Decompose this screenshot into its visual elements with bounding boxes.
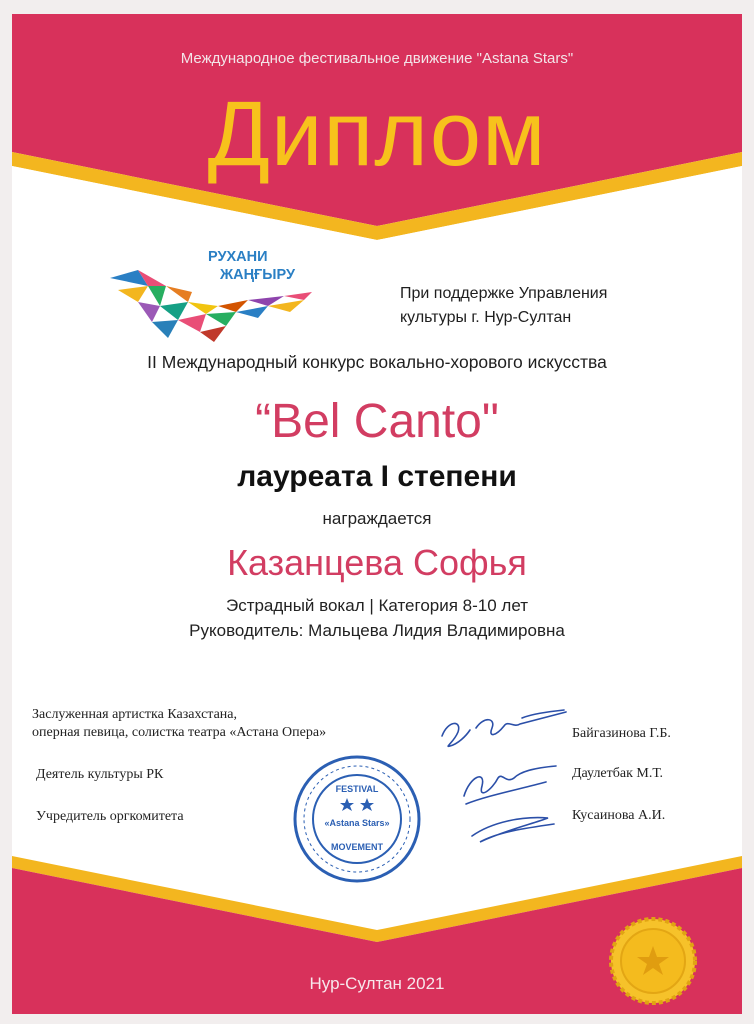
diploma-sheet: [12, 14, 742, 1014]
seal-bottom-text: MOVEMENT: [330, 842, 384, 852]
signatory-role-1-line1: Заслуженная артистка Казахстана,: [32, 707, 237, 722]
support-line2: культуры г. Нур-Султан: [400, 309, 572, 326]
signatory-name-3: Кусаинова А.И.: [572, 808, 666, 823]
awarded-text: награждается: [322, 509, 432, 528]
seal-center-text: «Astana Stars»: [324, 818, 390, 828]
city-year-text: Нур-Султан 2021: [309, 974, 445, 993]
award-degree: лауреата I степени: [237, 460, 517, 493]
logo-text-line1: РУХАНИ: [208, 249, 268, 265]
contest-title: “Bel Canto": [255, 395, 499, 448]
contest-name: II Международный конкурс вокально-хорового искусства: [147, 352, 607, 372]
category-text: Эстрадный вокал | Категория 8-10 лет: [225, 596, 529, 615]
signatory-role-1: [32, 706, 326, 742]
signatory-role-1-line2: оперная певица, солистка театра «Астана Опера»: [32, 725, 327, 740]
recipient-name: Казанцева Софья: [227, 542, 527, 583]
diploma-title: Диплом: [207, 83, 547, 185]
signatory-name-2: Даулетбак М.Т.: [572, 766, 663, 781]
signatory-name-1: Байгазинова Г.Б.: [572, 726, 671, 741]
signatory-role-2: Деятель культуры РК: [36, 767, 164, 782]
seal-top-text: FESTIVAL: [335, 784, 379, 794]
signatures-image: [436, 706, 576, 856]
signatory-role-3: Учредитель оргкомитета: [36, 809, 184, 824]
support-line1: При поддержке Управления: [400, 285, 608, 302]
logo-text-line2: ЖАҢҒЫРУ: [220, 267, 295, 283]
organizer-text: Международное фестивальное движение "Astana Stars": [180, 50, 574, 67]
support-text: [400, 282, 607, 330]
leader-text: Руководитель: Мальцева Лидия Владимировна: [189, 621, 565, 640]
